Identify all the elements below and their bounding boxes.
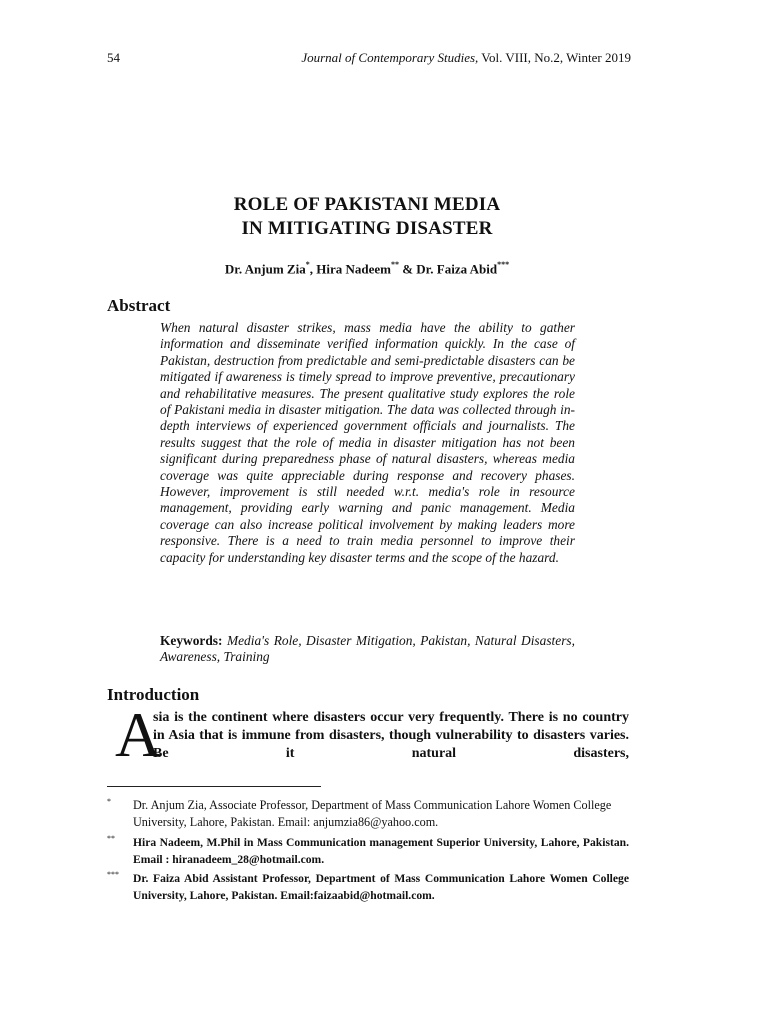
author-line xyxy=(107,261,627,277)
footnote-text: Dr. Faiza Abid Assistant Professor, Department of Mass Communication Lahore Women College University, Lahore, Pakistan. Email:faizaabid@hotmail.com. xyxy=(133,872,629,902)
author-footnote-mark: ** xyxy=(390,260,399,269)
footnote-text: Dr. Anjum Zia, Associate Professor, Department of Mass Communication Lahore Women College University, Lahore, Pakistan. Email: anjumzia86@yahoo.com. xyxy=(133,798,612,829)
footnote-mark: *** xyxy=(107,870,119,879)
title-line-1: ROLE OF PAKISTANI MEDIA xyxy=(233,194,501,215)
keywords-label: Keywords: xyxy=(160,633,223,648)
author-name: Hira Nadeem xyxy=(316,261,391,277)
abstract-heading: Abstract xyxy=(107,296,171,315)
title-line-2: IN MITIGATING DISASTER xyxy=(241,218,493,239)
article-title xyxy=(107,193,627,241)
journal-citation xyxy=(301,50,631,66)
author-name: Dr. Anjum Zia xyxy=(224,261,306,277)
author-separator: & xyxy=(398,261,417,277)
footnote-mark: ** xyxy=(107,834,115,843)
footnote-text: Hira Nadeem, M.Phil in Mass Communication management Superior University, Lahore, Pakistan. Email : hiranadeem_28@hotmail.com. xyxy=(133,836,629,866)
journal-issue: Vol. VIII, No.2, Winter 2019 xyxy=(478,50,631,65)
running-head xyxy=(107,50,631,70)
drop-cap: A xyxy=(115,699,162,770)
abstract-body: When natural disaster strikes, mass media have the ability to gather information and disseminate verified information quickly. In the case of Pakistan, destruction from predictable and semi-predictable disasters can be mitigated if awareness is timely spread to improve preventive, precautionary and rehabilitative measures. The present qualitative study explores the role of Pakistani media in disaster mitigation. The data was collected through in-depth interviews of experienced government officials and journalists. The results suggest that the role of media in disaster mitigation has not been significant during preparedness phase of natural disasters, whereas media coverage was quite appreciable during response and recovery phases. However, improvement is still needed w.r.t. media's role in resource management, providing early warning and panic management. Media coverage can also increase political involvement by making leaders more responsive. There is a need to train media personnel to improve their capacity for understanding key disaster terms and the scope of the hazard. xyxy=(160,320,575,565)
footnote-divider xyxy=(107,786,321,787)
keywords xyxy=(160,633,575,666)
author-footnote-mark: * xyxy=(305,260,310,269)
author-name: Dr. Faiza Abid xyxy=(416,261,498,277)
page-number: 54 xyxy=(107,50,120,65)
introduction-paragraph xyxy=(107,699,629,770)
author-separator: , xyxy=(309,261,317,277)
introduction-text: sia is the continent where disasters occur very frequently. There is no country in Asia that is immune from disasters, though vulnerability to disasters varies. Be it natural disasters, xyxy=(153,710,629,761)
introduction-heading: Introduction xyxy=(107,685,200,704)
keywords-list: Media's Role, Disaster Mitigation, Pakistan, Natural Disasters, Awareness, Training xyxy=(160,633,575,665)
journal-name: Journal of Contemporary Studies, xyxy=(301,50,479,65)
footnote-mark: * xyxy=(107,797,111,806)
author-footnote-mark: *** xyxy=(497,260,510,269)
